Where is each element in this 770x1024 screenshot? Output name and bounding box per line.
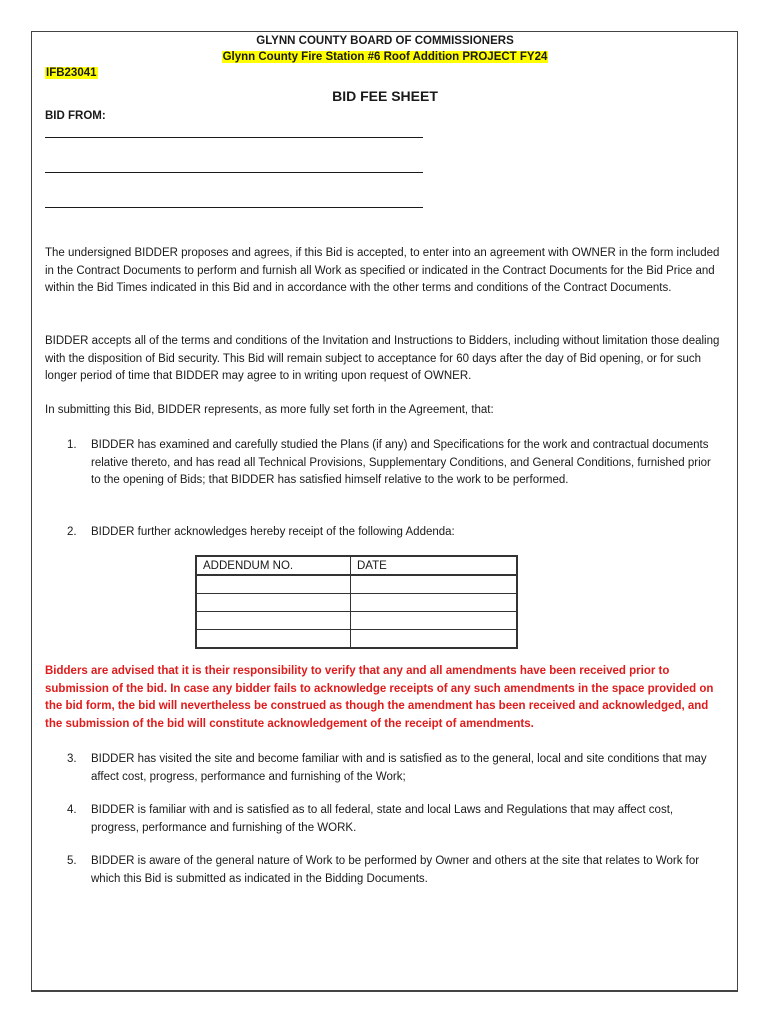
list-item-number: 5. (67, 855, 77, 867)
amendment-warning: Bidders are advised that it is their responsibility to verify that any and all amendments have been received prior to submission of the bid. In case any bidder fails to acknowledge receipts of any such amendments in the space provided on the bid form, the bid will nevertheless be construed as though the amendment has been received and acknowledged, and the submission of the bid will constitute acknowledgement of the receipt of amendments. (45, 665, 714, 730)
list-item-number: 2. (67, 526, 77, 538)
list-item-text: BIDDER is aware of the general nature of Work to be performed by Owner and others at the site that relates to Work for which this Bid is submitted as indicated in the Bidding Documents. (91, 855, 700, 885)
table-row (196, 594, 517, 612)
list-item-text: BIDDER is familiar with and is satisfied as to all federal, state and local Laws and Regulations that may affect cost, progress, performance and furnishing of the WORK. (91, 804, 674, 834)
date-cell[interactable] (351, 612, 518, 630)
list-item-text: BIDDER further acknowledges hereby receipt of the following Addenda: (91, 526, 455, 538)
bid-from-label: BID FROM: (45, 110, 106, 122)
date-cell[interactable] (351, 594, 518, 612)
addendum-no-cell[interactable] (196, 612, 351, 630)
addendum-no-header: ADDENDUM NO. (196, 556, 351, 575)
list-item (45, 437, 720, 490)
list-item-number: 3. (67, 753, 77, 765)
page-border (31, 31, 738, 992)
addenda-table (195, 555, 518, 649)
list-item (45, 853, 720, 888)
page-title: BID FEE SHEET (332, 88, 438, 104)
addendum-no-cell[interactable] (196, 630, 351, 649)
bid-from-line-3[interactable] (45, 207, 423, 208)
bid-from-line-2[interactable] (45, 172, 423, 173)
list-item-text: BIDDER has visited the site and become familiar with and is satisfied as to the general, local and site conditions that may affect cost, progress, performance and furnishing of the Work; (91, 753, 707, 783)
list-item-number: 1. (67, 439, 77, 451)
list-item (45, 802, 720, 837)
paragraph-represents: In submitting this Bid, BIDDER represents, as more fully set forth in the Agreement, that: (45, 404, 494, 416)
addendum-no-cell[interactable] (196, 575, 351, 594)
table-row (196, 612, 517, 630)
list-item (45, 751, 720, 786)
table-header-row (196, 556, 517, 575)
list-item-number: 4. (67, 804, 77, 816)
date-cell[interactable] (351, 575, 518, 594)
project-title (0, 51, 770, 63)
list-item (45, 524, 720, 542)
date-cell[interactable] (351, 630, 518, 649)
list-item-text: BIDDER has examined and carefully studied the Plans (if any) and Specifications for the work and contractual documents relative thereto, and has read all Technical Provisions, Supplementary Conditions, and General Conditions, furnished prior to the opening of Bids; that BIDDER has satisfied himself relative to the work to be performed. (91, 439, 711, 486)
addendum-no-cell[interactable] (196, 594, 351, 612)
date-header: DATE (351, 556, 518, 575)
table-row (196, 575, 517, 594)
paragraph-acceptance: BIDDER accepts all of the terms and conditions of the Invitation and Instructions to Bidders, including without limitation those dealing with the disposition of Bid security. This Bid will remain subject to acceptance for 60 days after the day of Bid opening, or for such longer period of time that BIDDER may agree to in writing upon request of OWNER. (45, 335, 720, 382)
paragraph-agreement: The undersigned BIDDER proposes and agrees, if this Bid is accepted, to enter into an agreement with OWNER in the form included in the Contract Documents to perform and furnish all Work as specified or indicated in the Contract Documents for the Bid Price and within the Bid Times indicated in this Bid and in accordance with the other terms and conditions of the Contract Documents. (45, 247, 720, 294)
project-title-text: Glynn County Fire Station #6 Roof Addition PROJECT FY24 (222, 51, 548, 63)
ifb-number: IFB23041 (46, 67, 97, 79)
org-name: GLYNN COUNTY BOARD OF COMMISSIONERS (256, 35, 514, 47)
table-row (196, 630, 517, 649)
bid-from-line-1[interactable] (45, 137, 423, 138)
